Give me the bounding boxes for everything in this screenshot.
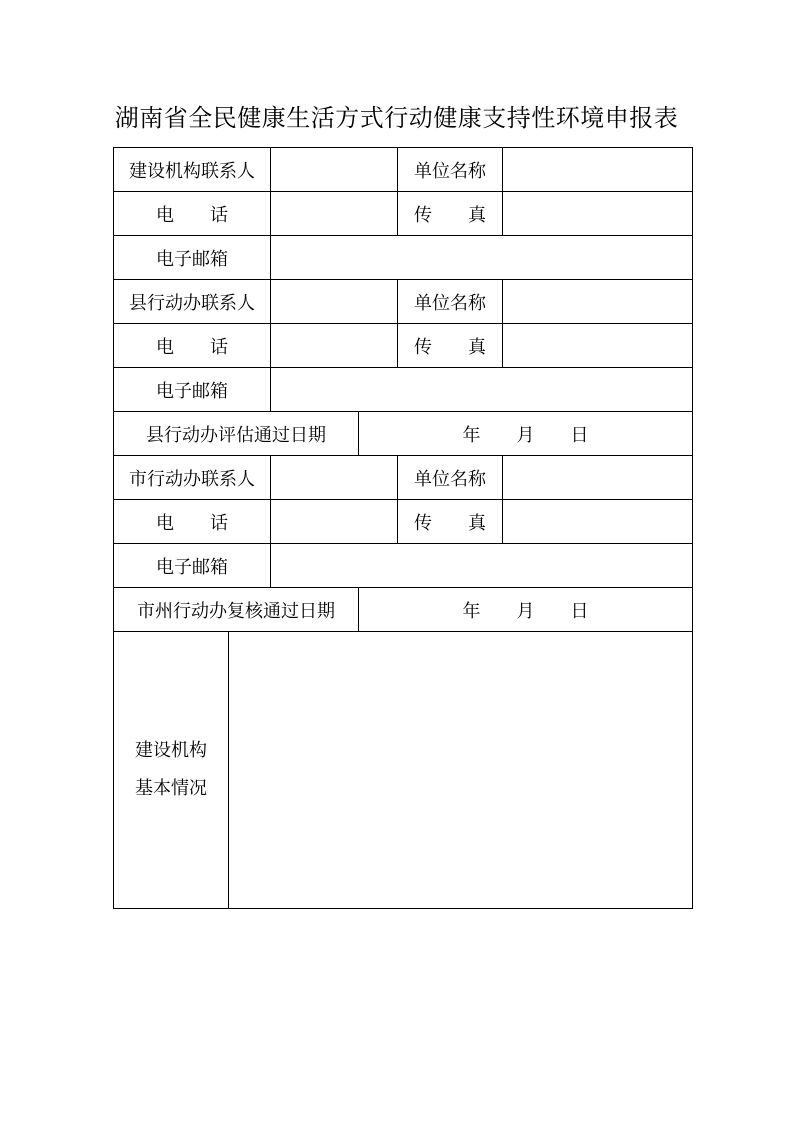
city-fax-label: 传 真	[397, 499, 503, 544]
city-phone-field[interactable]	[270, 499, 398, 544]
county-contact-field[interactable]	[270, 279, 398, 324]
basic-info-label-line1: 建设机构	[135, 740, 207, 761]
construction-unit-field[interactable]	[502, 147, 693, 192]
county-email-field[interactable]	[270, 367, 693, 412]
city-contact-label: 市行动办联系人	[113, 455, 271, 500]
basic-info-field[interactable]	[228, 631, 693, 909]
page-title: 湖南省全民健康生活方式行动健康支持性环境申报表	[114, 104, 679, 132]
county-email-label: 电子邮箱	[113, 367, 271, 412]
county-evaluation-date-field[interactable]: 年 月 日	[358, 411, 693, 456]
county-fax-label: 传 真	[397, 323, 503, 368]
city-email-field[interactable]	[270, 543, 693, 588]
city-unit-label: 单位名称	[397, 455, 503, 500]
city-review-date-field[interactable]: 年 月 日	[358, 587, 693, 632]
construction-fax-field[interactable]	[502, 191, 693, 236]
county-contact-label: 县行动办联系人	[113, 279, 271, 324]
construction-contact-label: 建设机构联系人	[113, 147, 271, 192]
county-fax-field[interactable]	[502, 323, 693, 368]
city-contact-field[interactable]	[270, 455, 398, 500]
construction-contact-field[interactable]	[270, 147, 398, 192]
construction-email-label: 电子邮箱	[113, 235, 271, 280]
city-review-date-label: 市州行动办复核通过日期	[113, 587, 359, 632]
construction-phone-field[interactable]	[270, 191, 398, 236]
city-email-label: 电子邮箱	[113, 543, 271, 588]
construction-unit-label: 单位名称	[397, 147, 503, 192]
construction-phone-label: 电 话	[113, 191, 271, 236]
construction-email-field[interactable]	[270, 235, 693, 280]
basic-info-label	[113, 631, 229, 909]
county-phone-field[interactable]	[270, 323, 398, 368]
basic-info-label-line2: 基本情况	[135, 778, 207, 799]
county-unit-label: 单位名称	[397, 279, 503, 324]
city-fax-field[interactable]	[502, 499, 693, 544]
city-unit-field[interactable]	[502, 455, 693, 500]
construction-fax-label: 传 真	[397, 191, 503, 236]
city-phone-label: 电 话	[113, 499, 271, 544]
county-evaluation-date-label: 县行动办评估通过日期	[113, 411, 359, 456]
county-unit-field[interactable]	[502, 279, 693, 324]
county-phone-label: 电 话	[113, 323, 271, 368]
